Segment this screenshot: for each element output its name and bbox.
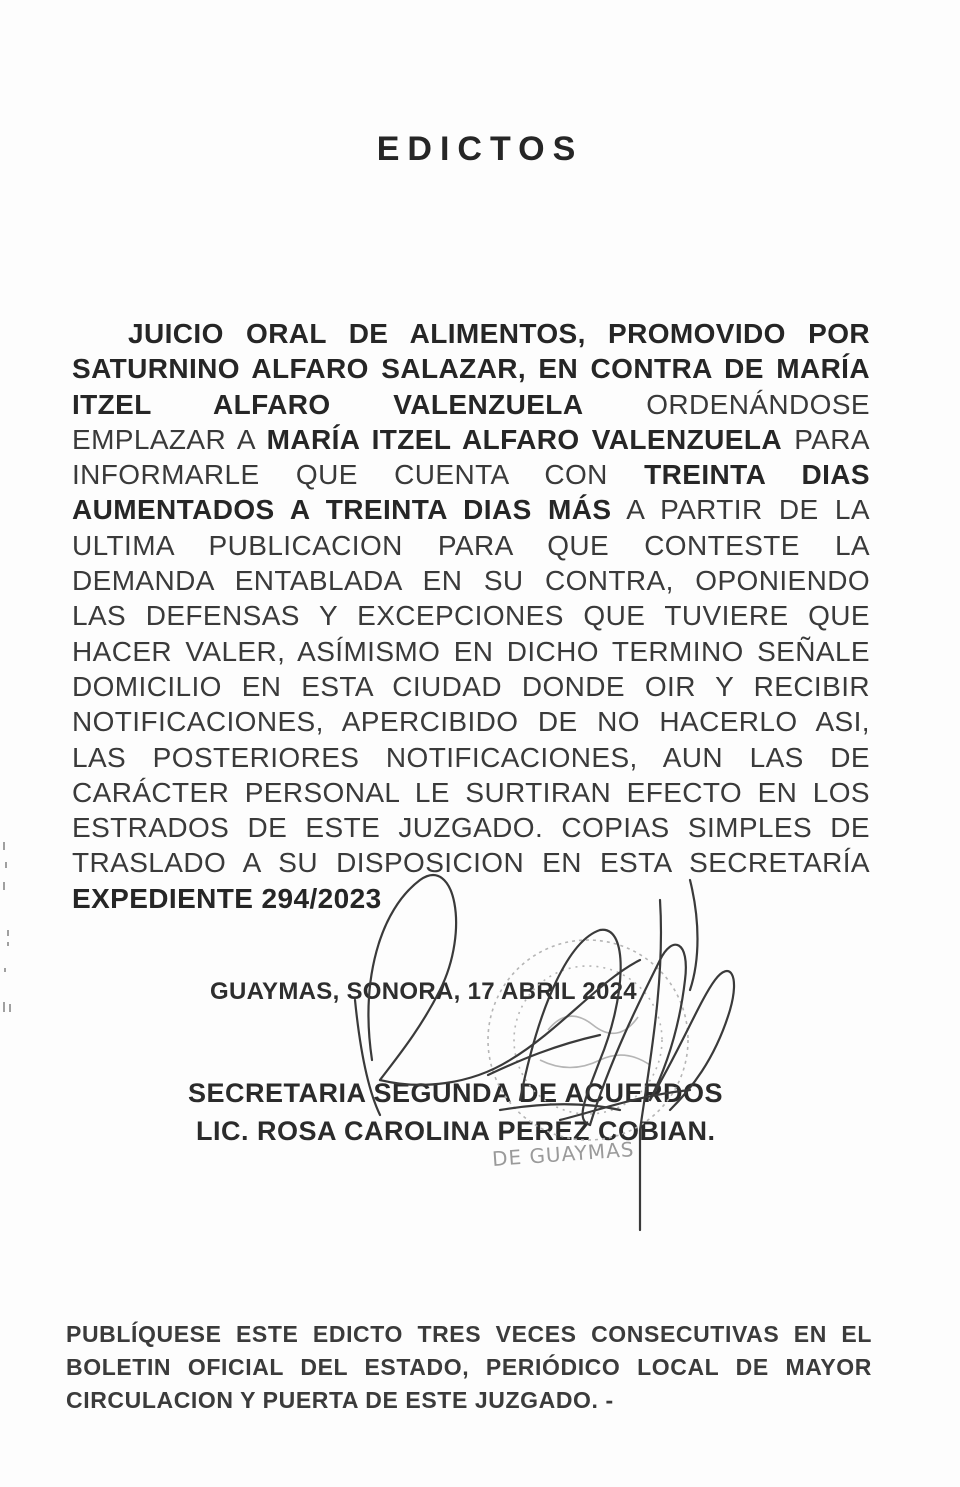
footer-line: BOLETIN OFICIAL DEL ESTADO, PERIÓDICO LOCAL DE MAYOR <box>66 1354 872 1380</box>
body-line-text: JUICIO ORAL DE ALIMENTOS, PROMOVIDO POR <box>128 318 870 349</box>
body-line <box>72 387 870 422</box>
body-line <box>72 316 870 351</box>
defendant-name: MARÍA ITZEL ALFARO VALENZUELA <box>266 423 782 455</box>
body-line: LAS DEFENSAS Y EXCEPCIONES QUE TUVIERE QUE <box>72 600 870 632</box>
body-line: ULTIMA PUBLICACION PARA QUE CONTESTE LA <box>72 529 870 561</box>
body-line-text: ORDENÁNDOSE <box>646 388 870 420</box>
case-number: EXPEDIENTE 294/2023 <box>72 882 382 914</box>
body-line-text: A PARTIR DE LA <box>626 494 870 526</box>
footer-line: PUBLÍQUESE ESTE EDICTO TRES VECES CONSECUTIVAS EN EL <box>66 1321 872 1347</box>
place-date: GUAYMAS, SONORA, 17 ABRIL 2024 <box>210 978 637 1005</box>
body-line: ESTRADOS DE ESTE JUZGADO. COPIAS SIMPLES DE <box>72 812 870 844</box>
body-line: DEMANDA ENTABLADA EN SU CONTRA, OPONIENDO <box>72 565 870 597</box>
body-line: NOTIFICACIONES, APERCIBIDO DE NO HACERLO ASI, <box>72 706 870 738</box>
deadline-text: AUMENTADOS A TREINTA DIAS MÁS <box>72 494 612 526</box>
scan-margin-marks-icon <box>4 842 10 1012</box>
footer-line: CIRCULACION Y PUERTA DE ESTE JUZGADO. - <box>66 1387 614 1413</box>
court-stamp-text: DE GUAYMAS <box>491 1137 636 1171</box>
body-line-text: PARA <box>794 423 870 455</box>
signatory-position: SECRETARIA SEGUNDA DE ACUERDOS <box>188 1078 724 1108</box>
body-line: DOMICILIO EN ESTA CIUDAD DONDE OIR Y RECIBIR <box>72 670 870 702</box>
signature-strokes-icon <box>355 875 734 1230</box>
body-line <box>72 492 870 527</box>
body-line <box>72 881 870 916</box>
body-line: LAS POSTERIORES NOTIFICACIONES, AUN LAS DE <box>72 741 870 773</box>
signatory-name: LIC. ROSA CAROLINA PEREZ COBIAN. <box>196 1116 716 1146</box>
body-line-text: EMPLAZAR A <box>72 423 255 455</box>
document-title: EDICTOS <box>376 130 584 168</box>
body-line-text: INFORMARLE QUE CUENTA CON <box>72 459 608 491</box>
signature-block <box>188 1074 723 1150</box>
publication-instructions <box>66 1318 872 1417</box>
body-line <box>72 422 870 457</box>
body-line <box>72 457 870 492</box>
defendant-name: ITZEL ALFARO VALENZUELA <box>72 388 584 420</box>
body-line <box>72 351 870 386</box>
body-line: CARÁCTER PERSONAL LE SURTIRAN EFECTO EN LOS <box>72 776 870 808</box>
edict-body <box>72 316 870 916</box>
body-line: TRASLADO A SU DISPOSICION EN ESTA SECRETARÍA <box>72 847 870 879</box>
body-line: HACER VALER, ASÍMISMO EN DICHO TERMINO SEÑALE <box>72 635 870 667</box>
deadline-text: TREINTA DIAS <box>644 459 870 491</box>
body-line-text: SATURNINO ALFARO SALAZAR, EN CONTRA DE MARÍA <box>72 353 870 385</box>
